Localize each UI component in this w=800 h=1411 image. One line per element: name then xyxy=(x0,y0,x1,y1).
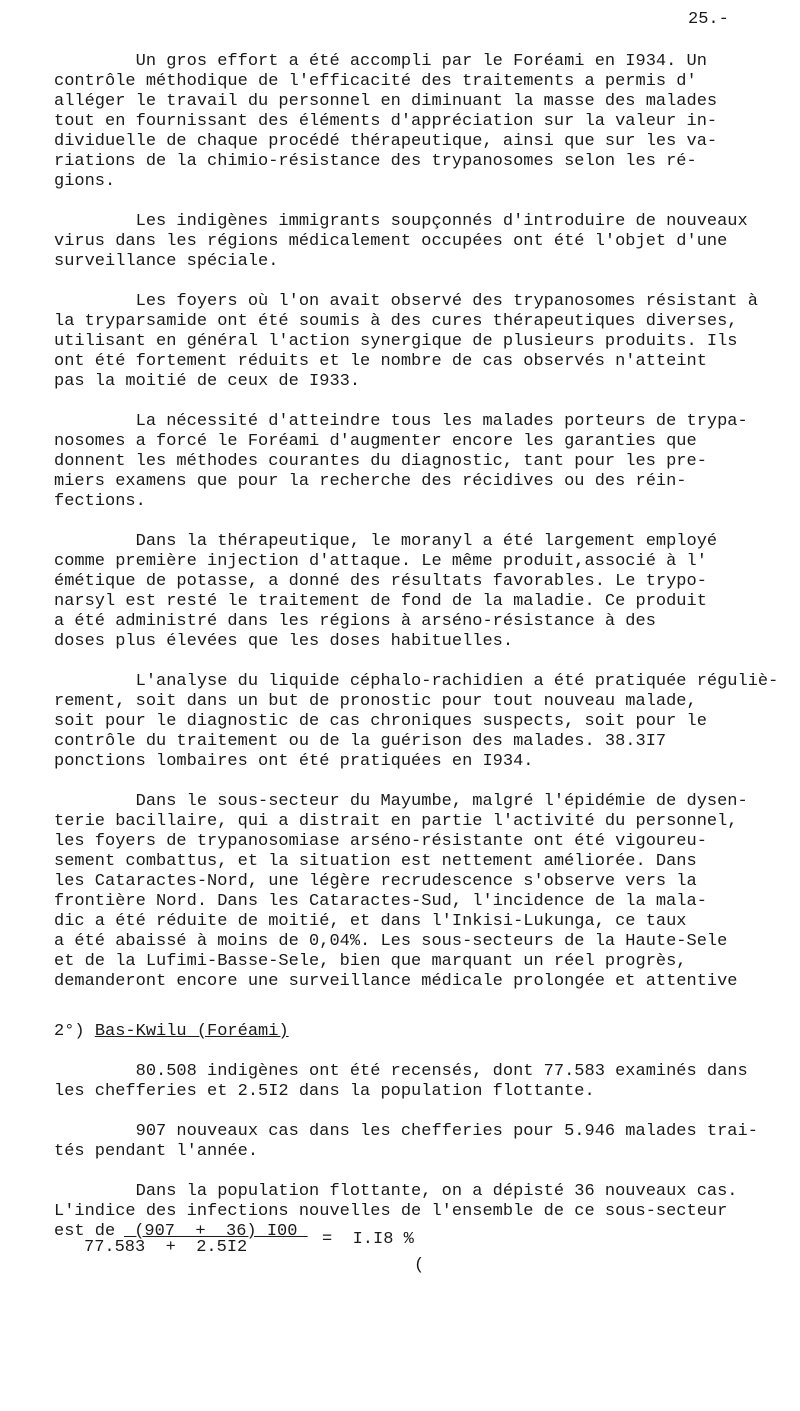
text-line: contrôle du traitement ou de la guérison des malades. 38.3I7 xyxy=(54,732,667,751)
text-line: les chefferies et 2.5I2 dans la population flottante. xyxy=(54,1082,595,1101)
text-line: ponctions lombaires ont été pratiquées en I934. xyxy=(54,752,534,771)
text-line: soit pour le diagnostic de cas chroniques suspects, soit pour le xyxy=(54,712,707,731)
formula-result: = I.I8 % xyxy=(322,1230,414,1249)
text-line: a été abaissé à moins de 0,04%. Les sous-secteurs de la Haute-Sele xyxy=(54,932,728,951)
formula-denominator: 77.583 + 2.5I2 xyxy=(84,1238,248,1257)
text-line: L'indice des infections nouvelles de l'ensemble de ce sous-secteur xyxy=(54,1202,728,1221)
text-line: Dans la population flottante, on a dépisté 36 nouveaux cas. xyxy=(54,1182,738,1201)
text-line: contrôle méthodique de l'efficacité des traitements a permis d' xyxy=(54,72,697,91)
text-line: utilisant en général l'action synergique de plusieurs produits. Ils xyxy=(54,332,738,351)
text-line: comme première injection d'attaque. Le même produit,associé à l' xyxy=(54,552,707,571)
text-line: Dans le sous-secteur du Mayumbe, malgré l'épidémie de dysen- xyxy=(54,792,748,811)
text-line: 80.508 indigènes ont été recensés, dont 77.583 examinés dans xyxy=(54,1062,748,1081)
text-line: narsyl est resté le traitement de fond de la maladie. Ce produit xyxy=(54,592,707,611)
text-line: sement combattus, et la situation est nettement améliorée. Dans xyxy=(54,852,697,871)
text-line: ont été fortement réduits et le nombre de cas observés n'atteint xyxy=(54,352,707,371)
text-line: la tryparsamide ont été soumis à des cures thérapeutiques diverses, xyxy=(54,312,738,331)
section-title: Bas-Kwilu (Foréami) xyxy=(94,1022,289,1041)
text-line: a été administré dans les régions à arséno-résistance à des xyxy=(54,612,656,631)
text-line: dividuelle de chaque procédé thérapeutique, ainsi que sur les va- xyxy=(54,132,718,151)
text-line: gions. xyxy=(54,172,116,191)
text-line: émétique de potasse, a donné des résultats favorables. Le trypo- xyxy=(54,572,707,591)
text-line: donnent les méthodes courantes du diagnostic, tant pour les pre- xyxy=(54,452,707,471)
text-line: dic a été réduite de moitié, et dans l'Inkisi-Lukunga, ce taux xyxy=(54,912,687,931)
text-line: nosomes a forcé le Foréami d'augmenter encore les garanties que xyxy=(54,432,697,451)
text-line: doses plus élevées que les doses habituelles. xyxy=(54,632,514,651)
text-line: pas la moitié de ceux de I933. xyxy=(54,372,361,391)
text-line: surveillance spéciale. xyxy=(54,252,279,271)
text-line: les Cataractes-Nord, une légère recrudescence s'observe vers la xyxy=(54,872,697,891)
section-heading xyxy=(54,1022,289,1042)
page-number: 25.- xyxy=(688,10,729,29)
text-line: tés pendant l'année. xyxy=(54,1142,259,1161)
text-line: La nécessité d'atteindre tous les malades porteurs de trypa- xyxy=(54,412,748,431)
text-line: Dans la thérapeutique, le moranyl a été largement employé xyxy=(54,532,718,551)
text-line: et de la Lufimi-Basse-Sele, bien que marquant un réel progrès, xyxy=(54,952,687,971)
formula-numerator: (907 + 36) I00 xyxy=(124,1222,308,1241)
text-line: 907 nouveaux cas dans les chefferies pour 5.946 malades trai- xyxy=(54,1122,758,1141)
text-line: Les foyers où l'on avait observé des trypanosomes résistant à xyxy=(54,292,758,311)
text-line: terie bacillaire, qui a distrait en partie l'activité du personnel, xyxy=(54,812,738,831)
text-line: miers examens que pour la recherche des récidives ou des réin- xyxy=(54,472,687,491)
text-line: fections. xyxy=(54,492,146,511)
text-line: Les indigènes immigrants soupçonnés d'introduire de nouveaux xyxy=(54,212,748,231)
text-line: rement, soit dans un but de pronostic pour tout nouveau malade, xyxy=(54,692,697,711)
text-line: frontière Nord. Dans les Cataractes-Sud, l'incidence de la mala- xyxy=(54,892,707,911)
text-line: alléger le travail du personnel en diminuant la masse des malades xyxy=(54,92,718,111)
formula-prefix: est de xyxy=(54,1222,126,1241)
text-line: tout en fournissant des éléments d'appréciation sur la valeur in- xyxy=(54,112,718,131)
text-line: demanderont encore une surveillance médicale prolongée et attentive xyxy=(54,972,738,991)
section-number: 2°) xyxy=(54,1022,95,1041)
text-line: les foyers de trypanosomiase arséno-résistante ont été vigoureu- xyxy=(54,832,707,851)
text-line: riations de la chimio-résistance des trypanosomes selon les ré- xyxy=(54,152,697,171)
text-line: virus dans les régions médicalement occupées ont été l'objet d'une xyxy=(54,232,728,251)
text-line: Un gros effort a été accompli par le Foréami en I934. Un xyxy=(54,52,707,71)
text-line: L'analyse du liquide céphalo-rachidien a été pratiquée réguliè- xyxy=(54,672,779,691)
stray-mark: ( xyxy=(414,1256,425,1275)
